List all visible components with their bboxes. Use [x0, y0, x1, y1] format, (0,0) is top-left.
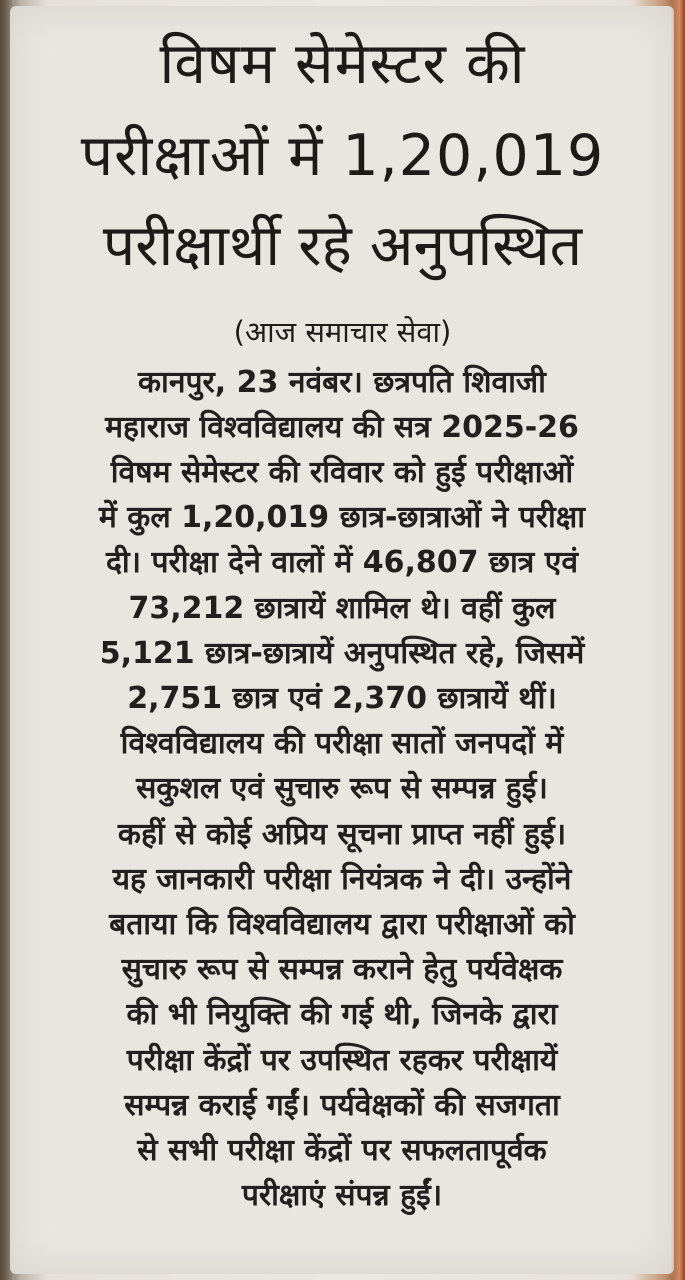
headline-line-2: परीक्षाओं में 1,20,019	[80, 123, 605, 189]
body-line: 73,212 छात्रायें शामिल थे। वहीं कुल	[128, 591, 556, 626]
body-line: कानपुर, 23 नवंबर। छत्रपति शिवाजी	[138, 365, 546, 400]
body-line: 5,121 छात्र-छात्रायें अनुपस्थित रहे, जिसमें	[99, 636, 585, 671]
news-agency-credit: (आज समाचार सेवा)	[233, 315, 452, 349]
body-line: 2,751 छात्र एवं 2,370 छात्रायें थीं।	[127, 681, 557, 716]
body-line: यह जानकारी परीक्षा नियंत्रक ने दी। उन्होंने	[112, 862, 572, 897]
body-line: बताया कि विश्वविद्यालय द्वारा परीक्षाओं को	[109, 907, 575, 942]
body-line: परीक्षाएं संपन्न हुईं।	[241, 1178, 443, 1213]
body-line: महाराज विश्वविद्यालय की सत्र 2025-26	[105, 410, 579, 445]
body-line: दी। परीक्षा देने वालों में 46,807 छात्र एवं	[105, 545, 579, 580]
headline-line-1: विषम सेमेस्टर की	[159, 31, 526, 97]
body-line: सम्पन्न कराई गईं। पर्यवेक्षकों की सजगता	[124, 1088, 560, 1123]
body-line: सकुशल एवं सुचारु रूप से सम्पन्न हुई।	[136, 771, 548, 806]
headline-line-3: परीक्षार्थी रहे अनुपस्थित	[102, 213, 583, 279]
body-line: से सभी परीक्षा केंद्रों पर सफलतापूर्वक	[137, 1133, 547, 1168]
body-line: कहीं से कोई अप्रिय सूचना प्राप्त नहीं हुई।	[117, 817, 567, 852]
body-line: विश्वविद्यालय की परीक्षा सातों जनपदों में	[120, 726, 564, 761]
body-line: विषम सेमेस्टर की रविवार को हुई परीक्षाओं	[110, 455, 574, 490]
body-line: में कुल 1,20,019 छात्र-छात्राओं ने परीक्षा	[98, 500, 586, 535]
body-line: सुचारु रूप से सम्पन्न कराने हेतु पर्यवेक्षक	[121, 952, 563, 987]
photo-right-edge	[671, 0, 685, 1280]
body-line: की भी नियुक्ति की गई थी, जिनके द्वारा	[126, 997, 558, 1032]
body-line: परीक्षा केंद्रों पर उपस्थित रहकर परीक्षायें	[126, 1043, 558, 1078]
